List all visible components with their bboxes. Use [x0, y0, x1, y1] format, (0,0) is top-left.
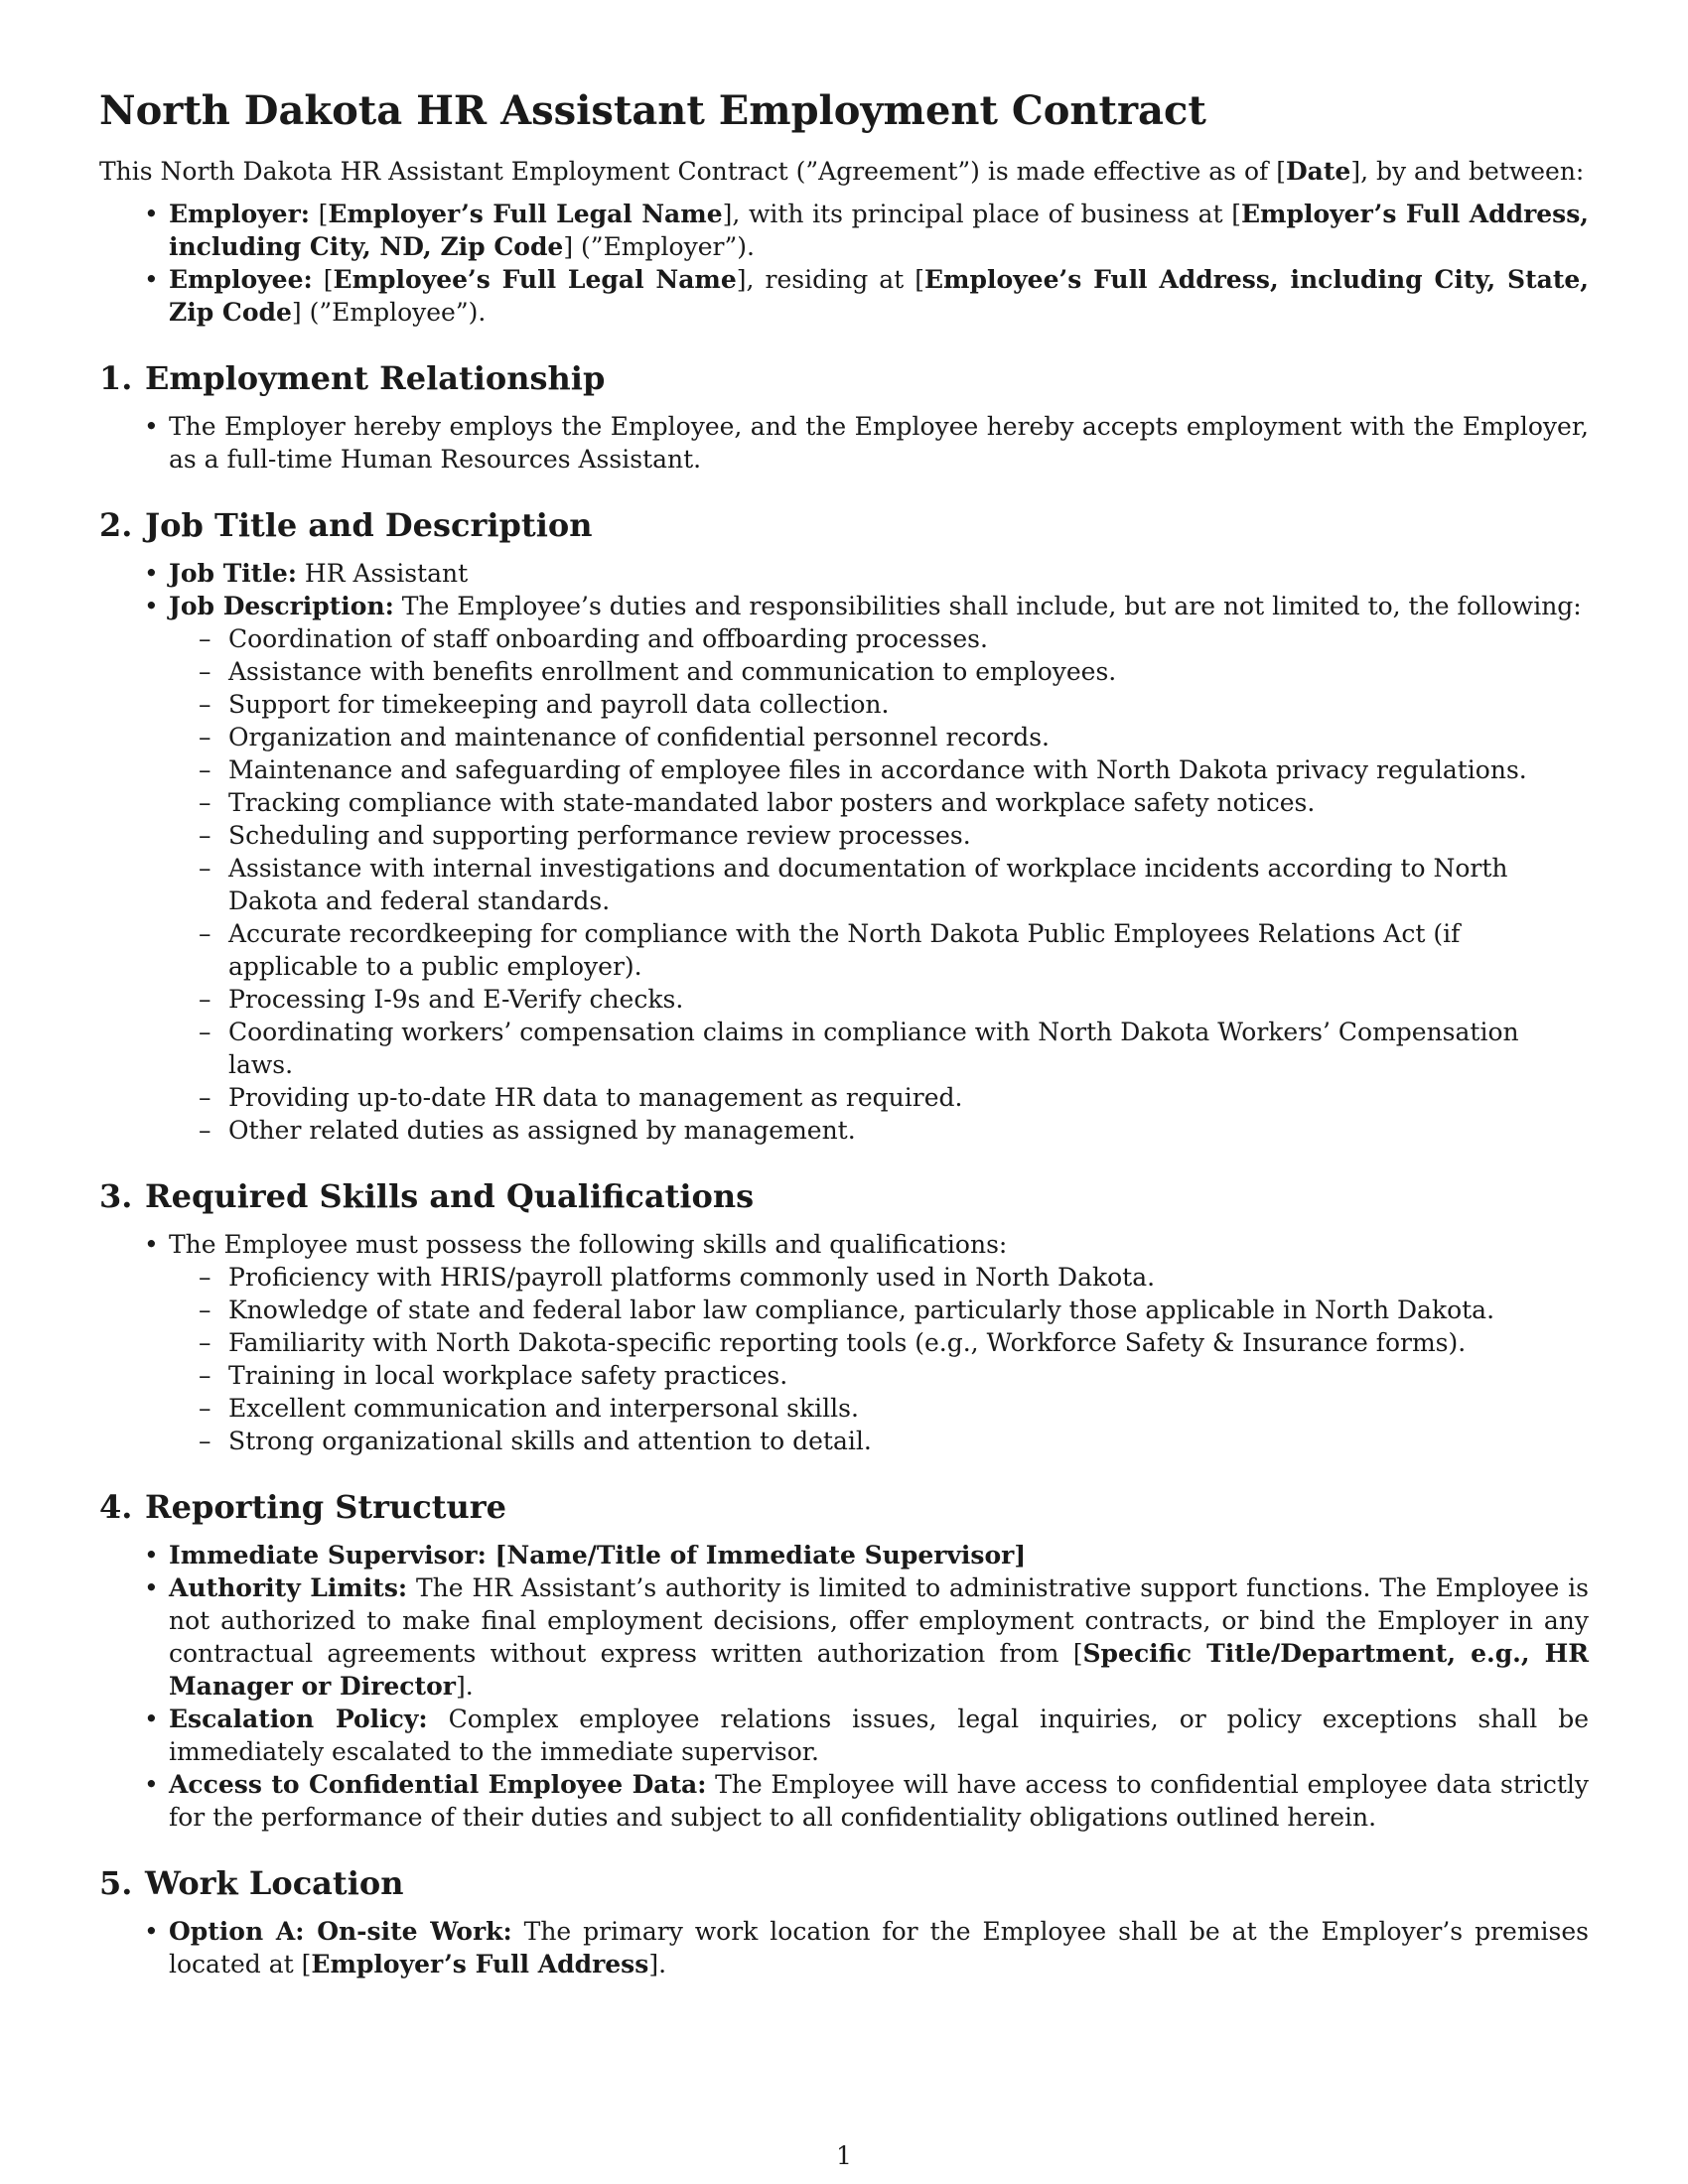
parties-list	[99, 198, 1589, 329]
section-2-heading	[99, 505, 1589, 545]
job-title-item	[99, 557, 1589, 590]
list-item: – Knowledge of state and federal labor law compliance, particularly those applicable in North Dakota.	[169, 1294, 1589, 1326]
employer-label: Employer:	[169, 200, 310, 228]
employee-label: Employee:	[169, 265, 313, 294]
list-item: – Proficiency with HRIS/payroll platforms commonly used in North Dakota.	[169, 1261, 1589, 1294]
intro-suffix: ], by and between:	[1350, 157, 1585, 186]
access-text: The Employee will have access to confidential employee data strictly for the performance of their duties and subject to all confidentiality obligations outlined herein.	[169, 1770, 1589, 1832]
employer-open-bracket: [	[310, 200, 329, 228]
list-item: – Tracking compliance with state-mandated labor posters and workplace safety notices.	[169, 786, 1589, 819]
access-label: Access to Confidential Employee Data:	[169, 1770, 707, 1799]
intro-prefix: This North Dakota HR Assistant Employment Contract (”Agreement”) is made effective as of [	[99, 157, 1286, 186]
authority-label: Authority Limits:	[169, 1573, 408, 1602]
list-item: – Maintenance and safeguarding of employee files in accordance with North Dakota privacy regulations.	[169, 753, 1589, 786]
skills-list	[169, 1261, 1589, 1457]
supervisor-value: [Name/Title of Immediate Supervisor]	[486, 1541, 1027, 1570]
list-item: – Scheduling and supporting performance review processes.	[169, 819, 1589, 852]
job-description-text: The Employee’s duties and responsibilities shall include, but are not limited to, the following:	[393, 592, 1582, 620]
list-item: – Other related duties as assigned by management.	[169, 1114, 1589, 1147]
list-item: – Providing up-to-date HR data to management as required.	[169, 1081, 1589, 1114]
escalation-item	[99, 1703, 1589, 1768]
page-number: 1	[836, 2141, 852, 2170]
section-title: Job Title and Description	[145, 506, 593, 544]
list-item: – Organization and maintenance of confidential personnel records.	[169, 721, 1589, 753]
list-item: – Assistance with internal investigations and documentation of workplace incidents according to North Dakota and federal standards.	[169, 852, 1589, 917]
authority-close: ].	[455, 1672, 474, 1701]
option-a-close: ].	[648, 1950, 667, 1979]
list-item: – Coordinating workers’ compensation claims in compliance with North Dakota Workers’ Compensation laws.	[169, 1016, 1589, 1081]
list-item: • The Employer hereby employs the Employee, and the Employee hereby accepts employment with the Employer, as a full-time Human Resources Assistant.	[99, 410, 1589, 476]
section-3-heading	[99, 1176, 1589, 1216]
intro-paragraph	[99, 155, 1589, 188]
employee-mid-text: ], residing at [	[736, 265, 924, 294]
section-1-heading	[99, 358, 1589, 398]
section-5-heading	[99, 1863, 1589, 1903]
employee-name-placeholder: Employee’s Full Legal Name	[333, 265, 737, 294]
list-item: – Training in local workplace safety practices.	[169, 1359, 1589, 1392]
authority-text: The HR Assistant’s authority is limited to administrative support functions. The Employee is not authorized to make final employment decisions, offer employment contracts, or bind the Employer in any contractual agreements without express written authorization from [	[169, 1573, 1589, 1668]
job-description-label: Job Description:	[169, 592, 394, 620]
employer-mid-text: ], with its principal place of business at [	[722, 200, 1241, 228]
access-item	[99, 1768, 1589, 1834]
option-a-label: Option A: On-site Work:	[169, 1917, 512, 1946]
skills-item	[99, 1228, 1589, 1457]
list-item: – Familiarity with North Dakota-specific reporting tools (e.g., Workforce Safety & Insurance forms).	[169, 1326, 1589, 1359]
section-4-list	[99, 1539, 1589, 1834]
authority-item	[99, 1571, 1589, 1703]
option-a-placeholder: Employer’s Full Address	[311, 1950, 649, 1979]
section-number: 5.	[99, 1864, 133, 1902]
document-page	[99, 87, 1589, 1980]
list-item: – Strong organizational skills and attention to detail.	[169, 1425, 1589, 1457]
list-item: – Excellent communication and interpersonal skills.	[169, 1392, 1589, 1425]
employer-address-placeholder: Employer’s Full Address, including City, ND, Zip Code	[169, 200, 1590, 261]
section-title: Required Skills and Qualifications	[145, 1177, 755, 1215]
section-title: Employment Relationship	[145, 359, 606, 397]
job-title-value: HR Assistant	[296, 559, 469, 588]
employer-close-text: ] (”Employer”).	[563, 232, 755, 261]
section-number: 3.	[99, 1177, 133, 1215]
duties-list	[169, 622, 1589, 1147]
party-employee	[99, 263, 1589, 329]
intro-date-placeholder: Date	[1285, 157, 1351, 186]
employer-name-placeholder: Employer’s Full Legal Name	[328, 200, 723, 228]
section-number: 2.	[99, 506, 133, 544]
supervisor-label: Immediate Supervisor:	[169, 1541, 487, 1570]
section-number: 1.	[99, 359, 133, 397]
section-1-list	[99, 410, 1589, 476]
supervisor-item	[99, 1539, 1589, 1571]
escalation-label: Escalation Policy:	[169, 1705, 428, 1733]
section-title: Reporting Structure	[145, 1488, 507, 1526]
employee-address-placeholder: Employee’s Full Address, including City, State, Zip Code	[169, 265, 1589, 327]
job-title-label: Job Title:	[169, 559, 297, 588]
job-description-item	[99, 590, 1589, 1147]
document-title: North Dakota HR Assistant Employment Contract	[99, 87, 1206, 134]
list-item: – Assistance with benefits enrollment and communication to employees.	[169, 655, 1589, 688]
section-title: Work Location	[145, 1864, 404, 1902]
section-3-list	[99, 1228, 1589, 1457]
list-item: – Coordination of staff onboarding and offboarding processes.	[169, 622, 1589, 655]
authority-placeholder: Specific Title/Department, e.g., HR Manager or Director	[169, 1639, 1590, 1701]
skills-lead: The Employee must possess the following skills and qualifications:	[169, 1230, 1008, 1259]
list-item: – Processing I-9s and E-Verify checks.	[169, 983, 1589, 1016]
escalation-text: Complex employee relations issues, legal inquiries, or policy exceptions shall be immediately escalated to the immediate supervisor.	[169, 1705, 1589, 1766]
section-5-list	[99, 1915, 1589, 1980]
section-number: 4.	[99, 1488, 133, 1526]
section-2-list	[99, 557, 1589, 1147]
section-4-heading	[99, 1487, 1589, 1527]
employee-close-text: ] (”Employee”).	[291, 298, 487, 327]
party-employer	[99, 198, 1589, 263]
option-a-item	[99, 1915, 1589, 1980]
option-a-text: The primary work location for the Employee shall be at the Employer’s premises located at [	[169, 1917, 1589, 1979]
list-item: – Support for timekeeping and payroll data collection.	[169, 688, 1589, 721]
employee-open-bracket: [	[312, 265, 334, 294]
list-item: – Accurate recordkeeping for compliance with the North Dakota Public Employees Relations Act (if applicable to a public employer).	[169, 917, 1589, 983]
